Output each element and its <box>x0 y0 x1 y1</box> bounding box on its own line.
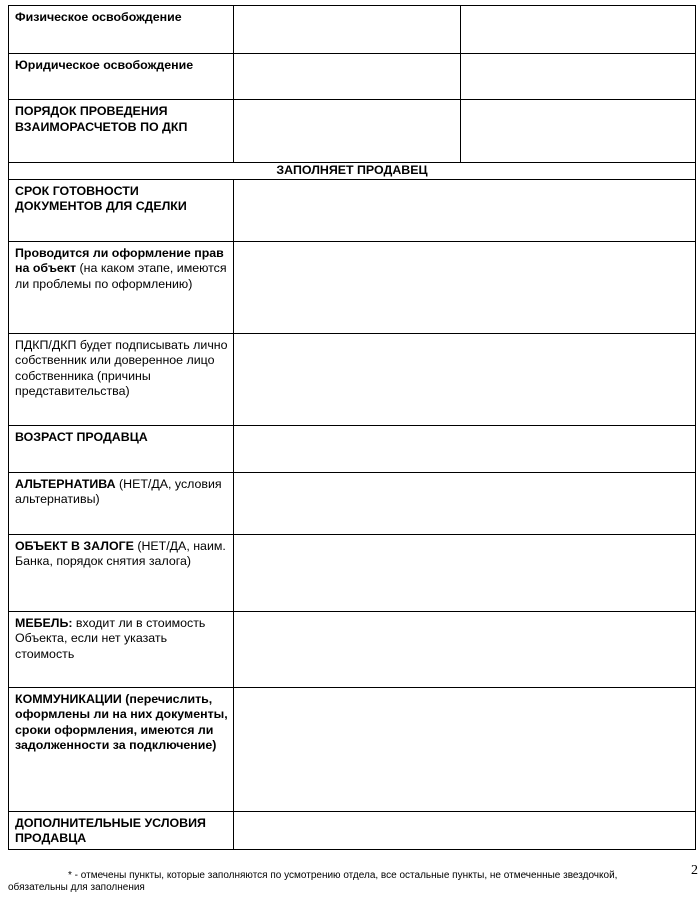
row-pledge <box>9 534 696 611</box>
value-cell[interactable] <box>234 472 696 534</box>
footnote <box>0 870 690 894</box>
form-table <box>8 5 696 850</box>
value-cell[interactable] <box>234 241 696 333</box>
label-utilities <box>9 687 234 811</box>
row-legal-release <box>9 54 696 100</box>
label-signatory <box>9 333 234 425</box>
value-cell[interactable] <box>234 534 696 611</box>
footnote-line-1: * - отмечены пункты, которые заполняются по усмотрению отдела, все остальные пункты, не отмеченные звездочкой, <box>68 870 618 881</box>
row-settlement-procedure <box>9 100 696 163</box>
value-cell[interactable] <box>234 811 696 849</box>
row-seller-header <box>9 163 696 180</box>
label-bold: ОБЪЕКТ В ЗАЛОГЕ <box>15 538 134 553</box>
label-normal: (НЕТ/ДА, условия альтернативы) <box>15 476 222 506</box>
row-furniture <box>9 611 696 687</box>
row-alternative <box>9 472 696 534</box>
label-bold: ДОПОЛНИТЕЛЬНЫЕ УСЛОВИЯ ПРОДАВЦА <box>15 815 206 845</box>
label-normal: (НЕТ/ДА, наим. Банка, порядок снятия залога) <box>15 538 226 568</box>
label-bold: АЛЬТЕРНАТИВА <box>15 476 116 491</box>
label-settlement-procedure <box>9 100 234 163</box>
label-bold: МЕБЕЛЬ: <box>15 615 73 630</box>
label-seller-age <box>9 425 234 472</box>
label-normal: (на каком этапе, имеются ли проблемы по оформлению) <box>15 261 227 291</box>
label-bold: СРОК ГОТОВНОСТИ ДОКУМЕНТОВ ДЛЯ СДЕЛКИ <box>15 183 187 213</box>
value-cell[interactable] <box>234 333 696 425</box>
label-additional-conditions <box>9 811 234 849</box>
label-furniture <box>9 611 234 687</box>
row-documents-deadline <box>9 179 696 241</box>
row-seller-age <box>9 425 696 472</box>
row-signatory <box>9 333 696 425</box>
row-utilities <box>9 687 696 811</box>
value-cell[interactable] <box>234 54 461 100</box>
row-rights-registration <box>9 241 696 333</box>
value-cell[interactable] <box>234 611 696 687</box>
label-pledge <box>9 534 234 611</box>
label-documents-deadline <box>9 179 234 241</box>
label-normal: ПДКП/ДКП будет подписывать лично собственник или доверенное лицо собственника (причины представительства) <box>15 337 228 398</box>
row-additional-conditions <box>9 811 696 849</box>
section-header-seller: ЗАПОЛНЯЕТ ПРОДАВЕЦ <box>9 163 696 180</box>
value-cell[interactable] <box>234 179 696 241</box>
label-rights-registration <box>9 241 234 333</box>
label-bold: Проводится ли оформление прав на объект <box>15 245 224 275</box>
value-cell[interactable] <box>234 6 461 54</box>
value-cell[interactable] <box>461 100 696 163</box>
label-bold: Юридическое освобождение <box>15 58 194 72</box>
label-normal: входит ли в стоимость Объекта, если нет указать стоимость <box>15 615 206 661</box>
label-bold: ПОРЯДОК ПРОВЕДЕНИЯ ВЗАИМОРАСЧЕТОВ ПО ДКП <box>15 104 188 134</box>
label-alternative <box>9 472 234 534</box>
row-physical-release <box>9 6 696 54</box>
value-cell[interactable] <box>461 54 696 100</box>
value-cell[interactable] <box>234 425 696 472</box>
page-number: 2 <box>691 863 698 878</box>
footnote-line-2: обязательны для заполнения <box>8 882 145 893</box>
label-bold: Физическое освобождение <box>15 10 182 24</box>
label-bold: ВОЗРАСТ ПРОДАВЦА <box>15 429 148 444</box>
value-cell[interactable] <box>234 100 461 163</box>
label-bold: КОММУНИКАЦИИ (перечислить, оформлены ли на них документы, сроки оформления, имеются ли задолженности за подключение) <box>15 691 228 752</box>
label-physical-release <box>9 6 234 54</box>
label-legal-release <box>9 54 234 100</box>
value-cell[interactable] <box>461 6 696 54</box>
value-cell[interactable] <box>234 687 696 811</box>
